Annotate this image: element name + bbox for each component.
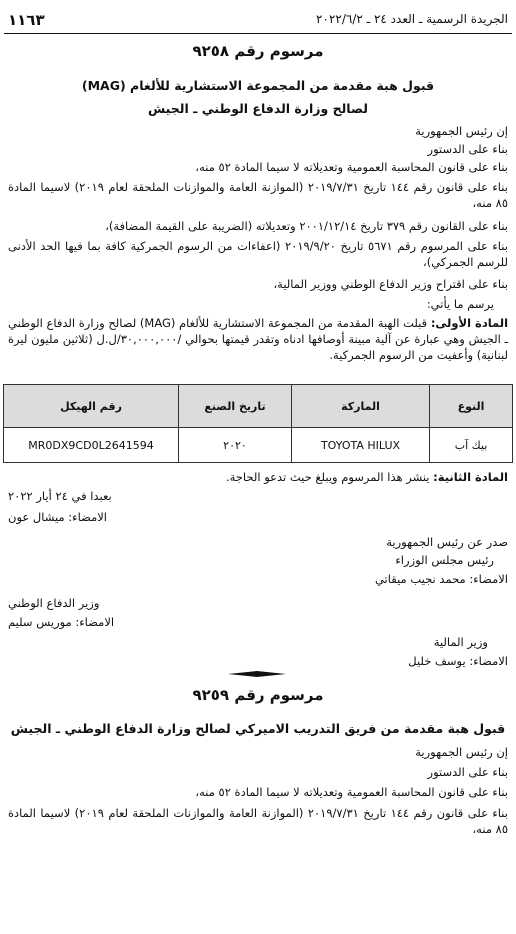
decree2-basis-1: بناء على الدستور <box>427 765 508 779</box>
decree1-basis-5: بناء على المرسوم رقم ٥٦٧١ تاريخ ٢٠١٩/٩/٢٠ (اعفاءات من الرسوم الجمركية كافة بما فيها الحد الأدنى للرسم الجمركي)، <box>8 239 508 269</box>
signing-date: بعبدا في ٢٤ أيار ٢٠٢٢ <box>8 489 112 503</box>
decree1-basis-3: بناء على قانون رقم ١٤٤ تاريخ ٢٠١٩/٧/٣١ (الموازنة العامة والموازنات الملحقة لعام ٢٠١٩) لاسيما المادة ٨٥ منه، <box>8 180 508 210</box>
cell-brand: TOYOTA HILUX <box>292 428 430 463</box>
table-header-row <box>4 385 513 428</box>
gazette-issue: الجريدة الرسمية ـ العدد ٢٤ ـ ٢٠٢٢/٦/٢ <box>316 12 508 26</box>
decree1-basis-4: بناء على القانون رقم ٣٧٩ تاريخ ٢٠٠١/١٢/١٤ وتعديلاته (الضريبة على القيمة المضافة)، <box>105 219 508 233</box>
decree1-subject-line1: قبول هبة مقدمة من المجموعة الاستشارية للألغام (MAG) <box>81 78 435 93</box>
finance-minister-signature: الامضاء: يوسف خليل <box>408 654 508 668</box>
col-brand: الماركة <box>292 385 430 428</box>
section-separator <box>228 671 286 677</box>
decree1-article2 <box>226 470 508 485</box>
cell-type: بيك آب <box>430 428 513 463</box>
defense-minister-title: وزير الدفاع الوطني <box>8 596 100 610</box>
decree2-issuer: إن رئيس الجمهورية <box>415 745 508 759</box>
defense-minister-signature: الامضاء: موريس سليم <box>8 615 115 629</box>
header-rule <box>4 33 512 34</box>
col-type: النوع <box>430 385 513 428</box>
article1-label: المادة الأولى: <box>430 316 509 330</box>
decree1-subject-line2: لصالح وزارة الدفاع الوطني ـ الجيش <box>148 101 368 116</box>
finance-minister-title: وزير المالية <box>433 635 488 649</box>
pm-signature: الامضاء: محمد نجيب ميقاتي <box>374 572 508 586</box>
decree1-issuer: إن رئيس الجمهورية <box>415 124 508 138</box>
decree2-basis-2: بناء على قانون المحاسبة العمومية وتعديلاته لا سيما المادة ٥٢ منه، <box>195 785 508 799</box>
issued-by: صدر عن رئيس الجمهورية <box>386 535 508 549</box>
col-manufacture-date: تاريخ الصنع <box>179 385 292 428</box>
table-row <box>4 428 513 463</box>
decree2-basis-3: بناء على قانون رقم ١٤٤ تاريخ ٢٠١٩/٧/٣١ (الموازنة العامة والموازنات الملحقة لعام ٢٠١٩) لاسيما المادة ٨٥ منه، <box>8 806 508 836</box>
cell-manufacture-date: ٢٠٢٠ <box>179 428 292 463</box>
president-signature: الامضاء: ميشال عون <box>8 510 107 524</box>
decree1-article1 <box>8 315 508 363</box>
cell-chassis-number: MR0DX9CD0L2641594 <box>4 428 179 463</box>
article1-text: قبلت الهبة المقدمة من المجموعة الاستشارية للألغام (MAG) لصالح وزارة الدفاع الوطني ـ الجيش وهي عبارة عن آلية مبينة أوصافها ادناه وتقدر قيمتها بحوالي /٣٠,٠٠٠,٠٠٠/ل.ل (ثلاثين مليون ليرة لبنانية) وأعفيت من الرسوم الجمركية. <box>8 316 508 362</box>
article2-label: المادة الثانية: <box>433 470 508 484</box>
decree2-subject-line1: قبول هبة مقدمة من فريق التدريب الاميركي لصالح وزارة الدفاع الوطني ـ الجيش <box>10 721 506 736</box>
decree1-basis-2: بناء على قانون المحاسبة العمومية وتعديلاته لا سيما المادة ٥٢ منه، <box>195 160 508 174</box>
decree1-number-title: مرسوم رقم ٩٢٥٨ <box>192 42 324 60</box>
decree1-basis-1: بناء على الدستور <box>427 142 508 156</box>
pm-title: رئيس مجلس الوزراء <box>395 553 494 567</box>
decree1-decrees-line: يرسم ما يأتي: <box>426 297 494 311</box>
decree2-number-title: مرسوم رقم ٩٢٥٩ <box>192 686 324 704</box>
decree1-basis-6: بناء على اقتراح وزير الدفاع الوطني ووزير المالية، <box>273 277 508 291</box>
article2-text: ينشر هذا المرسوم ويبلغ حيث تدعو الحاجة. <box>225 470 430 484</box>
page-number: ١١٦٣ <box>8 11 45 29</box>
col-chassis-number: رقم الهيكل <box>4 385 179 428</box>
vehicle-table <box>3 384 513 463</box>
